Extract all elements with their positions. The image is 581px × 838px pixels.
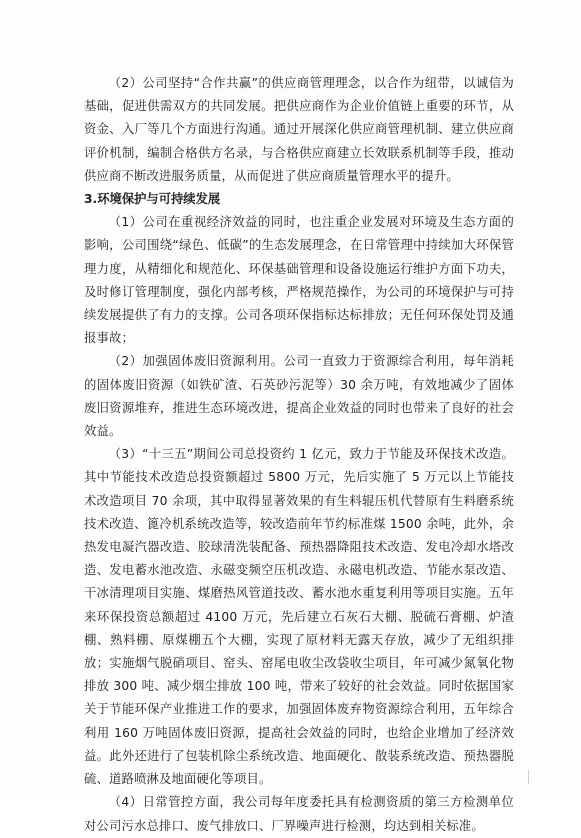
paragraph-investment-projects: （3）“十三五”期间公司总投资约 1 亿元，致力于节能及环保技术改造。其中节能技术改造总投资额超过 5800 万元，先后实施了 5 万元以上节能技术改造项目 70 余项，其中取得显著效果的有生料辊压机代替原有生料磨系统技术改造、篦冷机系统改造等，较改造前年节约标准煤 1500 余吨，此外，余热发电凝汽器改造、胶球清洗装配备、预热器降阻技术改造、发电冷却水塔改造、发电蓄水池改造、永磁变频空压机改造、永磁电机改造、节能水泵改造、干冰清理项目实施、煤磨热风管道技改、蓄水池水重复利用等项目实施。五年来环保投资总额超过 4100 万元，先后建立石灰石大棚、脱硫石膏棚、炉渣棚、熟料棚、原煤棚五个大棚，实现了原材料无露天存放，减少了无组织排放；实施烟气脱硝项目、窑头、窑尾电收尘改袋收尘项目，年可减少氮氧化物排放 300 吨、减少烟尘排放 100 吨，带来了较好的社会效益。同时依据国家关于节能环保产业推进工作的要求，加强固体废弃物资源综合利用，五年综合利用 160 万吨固体废旧资源，提高社会效益的同时，也给企业增加了经济效益。此外还进行了包装机除尘系统改造、地面硬化、散装系统改造、预热器脱硫、道路喷淋及地面硬化等项目。 <box>84 447 514 787</box>
paragraph-supplier-management: （2）公司坚持“合作共赢”的供应商管理理念，以合作为纽带，以诚信为基础，促进供需双方的共同发展。把供应商作为企业价值链上重要的环节，从资金、入厂等几个方面进行沟通。通过开展深化供应商管理机制、建立供应商评价机制，编制合格供方名录，与合格供应商建立长效联系机制等手段，推动供应商不断改进服务质量，从而促进了供应商质量管理水平的提升。 <box>84 76 514 183</box>
paragraph-environment-management: （1）公司在重视经济效益的同时，也注重企业发展对环境及生态方面的影响，公司围绕“绿色、低碳”的生态发展理念，在日常管理中持续加大环保管理力度，从精细化和规范化、环保基础管理和设备设施运行维护方面下功夫，及时修订管理制度，强化内部考核，严格规范操作，为公司的环境保护与可持续发展提供了有力的支撑。公司各项环保指标达标排放；无任何环保处罚及通报事故； <box>84 215 514 346</box>
section-heading-environment: 3.环境保护与可持续发展 <box>84 192 221 207</box>
paragraph-solid-waste-utilization: （2）加强固体废旧资源利用。公司一直致力于资源综合利用，每年消耗的固体废旧资源（如铁矿渣、石英砂污泥等）30 余万吨，有效地减少了固体废旧资源堆弃，推进生态环境改进，提高企业效益的同时也带来了良好的社会效益。 <box>84 354 514 439</box>
document-body <box>84 72 514 838</box>
scan-mark <box>528 770 529 784</box>
paragraph-daily-monitoring: （4）日常管控方面，我公司每年度委托具有检测资质的第三方检测单位对公司污水总排口、废气排放口、厂界噪声进行检测，均达到相关标准。 <box>84 795 514 833</box>
